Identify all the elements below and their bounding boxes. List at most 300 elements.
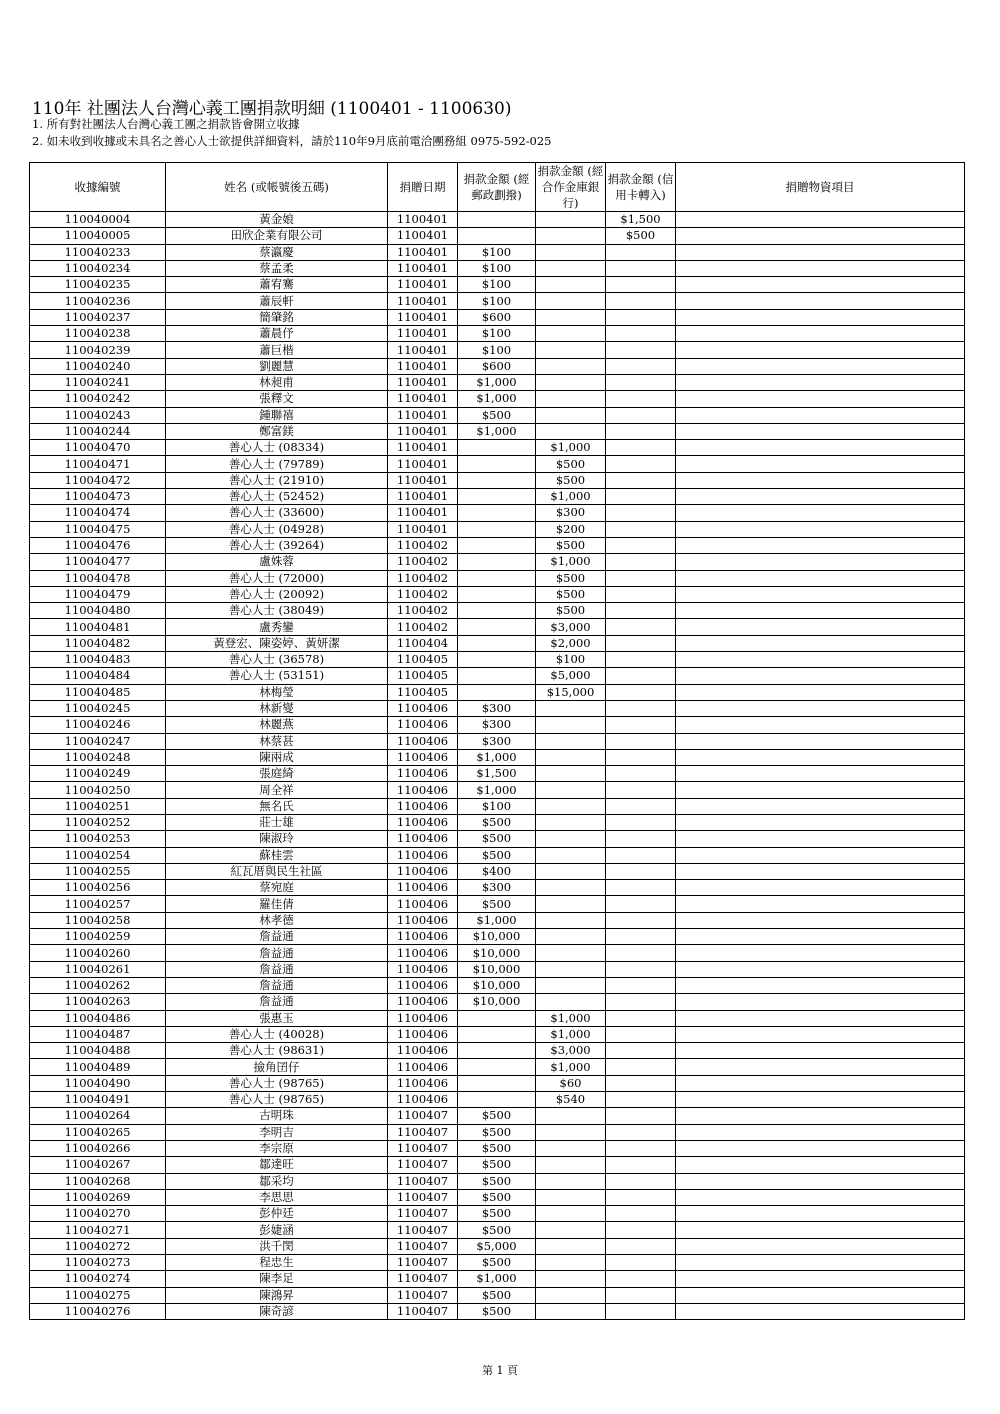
- postal-amount-cell: $1,000: [458, 423, 536, 439]
- table-row: [30, 505, 965, 521]
- date-cell: 1100407: [388, 1287, 458, 1303]
- credit-amount-cell: [606, 766, 676, 782]
- name-cell: 鄭富鎂: [166, 423, 388, 439]
- name-cell: 鄒采均: [166, 1173, 388, 1189]
- postal-amount-cell: [458, 668, 536, 684]
- note-contact: 2. 如未收到收據或未具名之善心人士欲提供詳細資料，請於110年9月底前電洽團務組 0975-592-025: [32, 134, 552, 148]
- credit-amount-cell: [606, 489, 676, 505]
- receipt-no-cell: 110040268: [30, 1173, 166, 1189]
- table-row: [30, 782, 965, 798]
- header-goods: 捐贈物資項目: [676, 163, 965, 212]
- goods-cell: [676, 586, 965, 602]
- postal-amount-cell: [458, 1043, 536, 1059]
- goods-cell: [676, 766, 965, 782]
- bank-amount-cell: [536, 407, 606, 423]
- bank-amount-cell: [536, 831, 606, 847]
- name-cell: 張庭綺: [166, 766, 388, 782]
- name-cell: 詹益通: [166, 961, 388, 977]
- receipt-no-cell: 110040242: [30, 391, 166, 407]
- bank-amount-cell: [536, 749, 606, 765]
- table-row: [30, 977, 965, 993]
- credit-amount-cell: [606, 1303, 676, 1319]
- name-cell: 陳淑玲: [166, 831, 388, 847]
- credit-amount-cell: [606, 700, 676, 716]
- bank-amount-cell: [536, 1271, 606, 1287]
- table-row: [30, 1124, 965, 1140]
- postal-amount-cell: $500: [458, 896, 536, 912]
- table-row: [30, 668, 965, 684]
- credit-amount-cell: [606, 586, 676, 602]
- table-row: [30, 798, 965, 814]
- credit-amount-cell: [606, 1287, 676, 1303]
- bank-amount-cell: $1,000: [536, 440, 606, 456]
- date-cell: 1100406: [388, 1092, 458, 1108]
- name-cell: 盧姝蓉: [166, 554, 388, 570]
- postal-amount-cell: $600: [458, 358, 536, 374]
- credit-amount-cell: [606, 326, 676, 342]
- date-cell: 1100406: [388, 961, 458, 977]
- name-cell: 蕭巨楷: [166, 342, 388, 358]
- bank-amount-cell: [536, 717, 606, 733]
- bank-amount-cell: [536, 896, 606, 912]
- goods-cell: [676, 603, 965, 619]
- bank-amount-cell: [536, 277, 606, 293]
- date-cell: 1100401: [388, 244, 458, 260]
- goods-cell: [676, 391, 965, 407]
- goods-cell: [676, 309, 965, 325]
- date-cell: 1100401: [388, 228, 458, 244]
- date-cell: 1100401: [388, 440, 458, 456]
- date-cell: 1100405: [388, 652, 458, 668]
- postal-amount-cell: $10,000: [458, 945, 536, 961]
- goods-cell: [676, 717, 965, 733]
- date-cell: 1100402: [388, 570, 458, 586]
- date-cell: 1100407: [388, 1140, 458, 1156]
- credit-amount-cell: [606, 342, 676, 358]
- bank-amount-cell: [536, 994, 606, 1010]
- receipt-no-cell: 110040265: [30, 1124, 166, 1140]
- postal-amount-cell: [458, 212, 536, 228]
- bank-amount-cell: [536, 1173, 606, 1189]
- name-cell: 李明吉: [166, 1124, 388, 1140]
- receipt-no-cell: 110040275: [30, 1287, 166, 1303]
- goods-cell: [676, 521, 965, 537]
- credit-amount-cell: [606, 1157, 676, 1173]
- date-cell: 1100407: [388, 1124, 458, 1140]
- name-cell: 善心人士 (08334): [166, 440, 388, 456]
- goods-cell: [676, 326, 965, 342]
- name-cell: 林新燮: [166, 700, 388, 716]
- postal-amount-cell: [458, 489, 536, 505]
- bank-amount-cell: [536, 342, 606, 358]
- bank-amount-cell: [536, 309, 606, 325]
- receipt-no-cell: 110040250: [30, 782, 166, 798]
- bank-amount-cell: [536, 977, 606, 993]
- goods-cell: [676, 537, 965, 553]
- name-cell: 盧秀鑾: [166, 619, 388, 635]
- receipt-no-cell: 110040244: [30, 423, 166, 439]
- goods-cell: [676, 1026, 965, 1042]
- postal-amount-cell: [458, 1010, 536, 1026]
- bank-amount-cell: [536, 1189, 606, 1205]
- goods-cell: [676, 1173, 965, 1189]
- bank-amount-cell: [536, 1206, 606, 1222]
- table-row: [30, 814, 965, 830]
- date-cell: 1100406: [388, 880, 458, 896]
- name-cell: 善心人士 (38049): [166, 603, 388, 619]
- credit-amount-cell: [606, 684, 676, 700]
- receipt-no-cell: 110040471: [30, 456, 166, 472]
- postal-amount-cell: [458, 456, 536, 472]
- postal-amount-cell: [458, 684, 536, 700]
- postal-amount-cell: $500: [458, 1140, 536, 1156]
- goods-cell: [676, 260, 965, 276]
- table-header-row: [30, 163, 965, 212]
- credit-amount-cell: [606, 994, 676, 1010]
- date-cell: 1100406: [388, 847, 458, 863]
- receipt-no-cell: 110040004: [30, 212, 166, 228]
- table-row: [30, 831, 965, 847]
- goods-cell: [676, 1303, 965, 1319]
- date-cell: 1100401: [388, 456, 458, 472]
- receipt-no-cell: 110040243: [30, 407, 166, 423]
- table-row: [30, 733, 965, 749]
- postal-amount-cell: [458, 603, 536, 619]
- credit-amount-cell: [606, 1010, 676, 1026]
- receipt-no-cell: 110040254: [30, 847, 166, 863]
- bank-amount-cell: [536, 912, 606, 928]
- table-row: [30, 391, 965, 407]
- receipt-no-cell: 110040272: [30, 1238, 166, 1254]
- date-cell: 1100402: [388, 619, 458, 635]
- goods-cell: [676, 880, 965, 896]
- table-row: [30, 472, 965, 488]
- date-cell: 1100406: [388, 766, 458, 782]
- bank-amount-cell: [536, 244, 606, 260]
- name-cell: 無名氏: [166, 798, 388, 814]
- credit-amount-cell: $1,500: [606, 212, 676, 228]
- table-row: [30, 1238, 965, 1254]
- receipt-no-cell: 110040267: [30, 1157, 166, 1173]
- receipt-no-cell: 110040253: [30, 831, 166, 847]
- table-row: [30, 1059, 965, 1075]
- receipt-no-cell: 110040262: [30, 977, 166, 993]
- credit-amount-cell: [606, 293, 676, 309]
- date-cell: 1100407: [388, 1108, 458, 1124]
- table-row: [30, 619, 965, 635]
- receipt-no-cell: 110040475: [30, 521, 166, 537]
- table-row: [30, 603, 965, 619]
- name-cell: 黃登宏、陳姿婷、黃妍潔: [166, 635, 388, 651]
- table-row: [30, 440, 965, 456]
- table-row: [30, 717, 965, 733]
- receipt-no-cell: 110040248: [30, 749, 166, 765]
- goods-cell: [676, 472, 965, 488]
- name-cell: 林蔡甚: [166, 733, 388, 749]
- table-row: [30, 961, 965, 977]
- goods-cell: [676, 782, 965, 798]
- postal-amount-cell: [458, 472, 536, 488]
- credit-amount-cell: [606, 570, 676, 586]
- date-cell: 1100406: [388, 1026, 458, 1042]
- postal-amount-cell: $500: [458, 1303, 536, 1319]
- name-cell: 陳鴻昇: [166, 1287, 388, 1303]
- name-cell: 蔡孟柔: [166, 260, 388, 276]
- table-row: [30, 1222, 965, 1238]
- bank-amount-cell: [536, 814, 606, 830]
- name-cell: 善心人士 (98765): [166, 1075, 388, 1091]
- postal-amount-cell: [458, 440, 536, 456]
- credit-amount-cell: [606, 1255, 676, 1271]
- goods-cell: [676, 1059, 965, 1075]
- name-cell: 善心人士 (20092): [166, 586, 388, 602]
- date-cell: 1100407: [388, 1222, 458, 1238]
- goods-cell: [676, 1140, 965, 1156]
- name-cell: 鄒達旺: [166, 1157, 388, 1173]
- bank-amount-cell: [536, 358, 606, 374]
- date-cell: 1100406: [388, 863, 458, 879]
- table-row: [30, 277, 965, 293]
- page-number: 第 1 頁: [482, 1364, 518, 1377]
- bank-amount-cell: $3,000: [536, 619, 606, 635]
- date-cell: 1100406: [388, 717, 458, 733]
- goods-cell: [676, 505, 965, 521]
- bank-amount-cell: [536, 929, 606, 945]
- receipt-no-cell: 110040472: [30, 472, 166, 488]
- receipt-no-cell: 110040271: [30, 1222, 166, 1238]
- credit-amount-cell: [606, 1026, 676, 1042]
- goods-cell: [676, 1189, 965, 1205]
- name-cell: 蔡宛庭: [166, 880, 388, 896]
- name-cell: 李宗原: [166, 1140, 388, 1156]
- name-cell: 善心人士 (36578): [166, 652, 388, 668]
- goods-cell: [676, 749, 965, 765]
- goods-cell: [676, 570, 965, 586]
- name-cell: 善心人士 (39264): [166, 537, 388, 553]
- postal-amount-cell: $100: [458, 293, 536, 309]
- bank-amount-cell: [536, 880, 606, 896]
- header-name: 姓名 (或帳號後五碼): [166, 163, 388, 212]
- table-row: [30, 945, 965, 961]
- table-row: [30, 749, 965, 765]
- bank-amount-cell: [536, 961, 606, 977]
- header-credit-amount: 捐款金額 (信用卡轉入): [606, 163, 676, 212]
- table-row: [30, 994, 965, 1010]
- table-row: [30, 1010, 965, 1026]
- name-cell: 善心人士 (33600): [166, 505, 388, 521]
- date-cell: 1100406: [388, 831, 458, 847]
- name-cell: 詹益通: [166, 977, 388, 993]
- table-row: [30, 847, 965, 863]
- bank-amount-cell: $200: [536, 521, 606, 537]
- receipt-no-cell: 110040269: [30, 1189, 166, 1205]
- bank-amount-cell: [536, 1140, 606, 1156]
- receipt-no-cell: 110040237: [30, 309, 166, 325]
- bank-amount-cell: [536, 1222, 606, 1238]
- credit-amount-cell: [606, 423, 676, 439]
- bank-amount-cell: [536, 1287, 606, 1303]
- receipt-no-cell: 110040264: [30, 1108, 166, 1124]
- date-cell: 1100401: [388, 423, 458, 439]
- goods-cell: [676, 831, 965, 847]
- receipt-no-cell: 110040249: [30, 766, 166, 782]
- bank-amount-cell: [536, 1108, 606, 1124]
- goods-cell: [676, 814, 965, 830]
- table-row: [30, 863, 965, 879]
- name-cell: 莊士雄: [166, 814, 388, 830]
- name-cell: 林孝德: [166, 912, 388, 928]
- credit-amount-cell: [606, 244, 676, 260]
- name-cell: 程忠生: [166, 1255, 388, 1271]
- bank-amount-cell: $500: [536, 586, 606, 602]
- note-receipt: 1. 所有對社團法人台灣心義工團之捐款皆會開立收據: [32, 117, 300, 131]
- postal-amount-cell: $500: [458, 1173, 536, 1189]
- goods-cell: [676, 863, 965, 879]
- date-cell: 1100406: [388, 945, 458, 961]
- date-cell: 1100401: [388, 293, 458, 309]
- bank-amount-cell: [536, 847, 606, 863]
- date-cell: 1100406: [388, 733, 458, 749]
- credit-amount-cell: [606, 1222, 676, 1238]
- receipt-no-cell: 110040234: [30, 260, 166, 276]
- goods-cell: [676, 929, 965, 945]
- receipt-no-cell: 110040251: [30, 798, 166, 814]
- postal-amount-cell: $1,500: [458, 766, 536, 782]
- bank-amount-cell: [536, 1124, 606, 1140]
- bank-amount-cell: $500: [536, 537, 606, 553]
- table-row: [30, 456, 965, 472]
- postal-amount-cell: $300: [458, 733, 536, 749]
- goods-cell: [676, 684, 965, 700]
- goods-cell: [676, 440, 965, 456]
- header-receipt-no: 收據編號: [30, 163, 166, 212]
- bank-amount-cell: $300: [536, 505, 606, 521]
- postal-amount-cell: [458, 619, 536, 635]
- goods-cell: [676, 489, 965, 505]
- receipt-no-cell: 110040258: [30, 912, 166, 928]
- table-row: [30, 896, 965, 912]
- credit-amount-cell: [606, 309, 676, 325]
- bank-amount-cell: [536, 374, 606, 390]
- bank-amount-cell: $1,000: [536, 554, 606, 570]
- credit-amount-cell: [606, 929, 676, 945]
- name-cell: 羅佳倩: [166, 896, 388, 912]
- goods-cell: [676, 994, 965, 1010]
- credit-amount-cell: [606, 1075, 676, 1091]
- credit-amount-cell: [606, 896, 676, 912]
- postal-amount-cell: $100: [458, 798, 536, 814]
- credit-amount-cell: [606, 814, 676, 830]
- credit-amount-cell: [606, 1173, 676, 1189]
- credit-amount-cell: [606, 1059, 676, 1075]
- bank-amount-cell: [536, 228, 606, 244]
- date-cell: 1100406: [388, 798, 458, 814]
- table-row: [30, 1206, 965, 1222]
- bank-amount-cell: [536, 260, 606, 276]
- bank-amount-cell: [536, 945, 606, 961]
- postal-amount-cell: $100: [458, 244, 536, 260]
- table-row: [30, 684, 965, 700]
- date-cell: 1100406: [388, 1043, 458, 1059]
- receipt-no-cell: 110040266: [30, 1140, 166, 1156]
- bank-amount-cell: $1,000: [536, 489, 606, 505]
- name-cell: 張釋文: [166, 391, 388, 407]
- credit-amount-cell: [606, 782, 676, 798]
- receipt-no-cell: 110040274: [30, 1271, 166, 1287]
- postal-amount-cell: [458, 228, 536, 244]
- receipt-no-cell: 110040480: [30, 603, 166, 619]
- name-cell: 張惠玉: [166, 1010, 388, 1026]
- table-row: [30, 929, 965, 945]
- goods-cell: [676, 912, 965, 928]
- table-row: [30, 1255, 965, 1271]
- goods-cell: [676, 342, 965, 358]
- goods-cell: [676, 1075, 965, 1091]
- credit-amount-cell: [606, 456, 676, 472]
- date-cell: 1100406: [388, 700, 458, 716]
- goods-cell: [676, 277, 965, 293]
- bank-amount-cell: [536, 863, 606, 879]
- credit-amount-cell: [606, 668, 676, 684]
- name-cell: 善心人士 (98765): [166, 1092, 388, 1108]
- name-cell: 撿角囝仔: [166, 1059, 388, 1075]
- goods-cell: [676, 1124, 965, 1140]
- date-cell: 1100402: [388, 554, 458, 570]
- date-cell: 1100407: [388, 1157, 458, 1173]
- receipt-no-cell: 110040233: [30, 244, 166, 260]
- credit-amount-cell: [606, 880, 676, 896]
- date-cell: 1100407: [388, 1206, 458, 1222]
- name-cell: 蕭辰軒: [166, 293, 388, 309]
- name-cell: 洪千閔: [166, 1238, 388, 1254]
- name-cell: 善心人士 (40028): [166, 1026, 388, 1042]
- postal-amount-cell: $100: [458, 277, 536, 293]
- bank-amount-cell: [536, 1238, 606, 1254]
- goods-cell: [676, 1108, 965, 1124]
- name-cell: 陳兩成: [166, 749, 388, 765]
- name-cell: 鍾聯禧: [166, 407, 388, 423]
- receipt-no-cell: 110040259: [30, 929, 166, 945]
- goods-cell: [676, 423, 965, 439]
- goods-cell: [676, 798, 965, 814]
- date-cell: 1100407: [388, 1271, 458, 1287]
- goods-cell: [676, 635, 965, 651]
- table-row: [30, 407, 965, 423]
- table-row: [30, 489, 965, 505]
- name-cell: 善心人士 (04928): [166, 521, 388, 537]
- bank-amount-cell: $500: [536, 570, 606, 586]
- postal-amount-cell: $10,000: [458, 929, 536, 945]
- name-cell: 林麗燕: [166, 717, 388, 733]
- credit-amount-cell: [606, 733, 676, 749]
- bank-amount-cell: $1,000: [536, 1059, 606, 1075]
- table-row: [30, 293, 965, 309]
- goods-cell: [676, 977, 965, 993]
- postal-amount-cell: $500: [458, 1287, 536, 1303]
- page-title: 110年 社團法人台灣心義工團捐款明細 (1100401 - 1100630): [32, 99, 512, 119]
- postal-amount-cell: [458, 586, 536, 602]
- receipt-no-cell: 110040252: [30, 814, 166, 830]
- goods-cell: [676, 407, 965, 423]
- date-cell: 1100402: [388, 537, 458, 553]
- postal-amount-cell: [458, 570, 536, 586]
- receipt-no-cell: 110040240: [30, 358, 166, 374]
- name-cell: 紅瓦厝與民生社區: [166, 863, 388, 879]
- name-cell: 蕭晨伃: [166, 326, 388, 342]
- postal-amount-cell: [458, 1092, 536, 1108]
- postal-amount-cell: [458, 1059, 536, 1075]
- table-row: [30, 309, 965, 325]
